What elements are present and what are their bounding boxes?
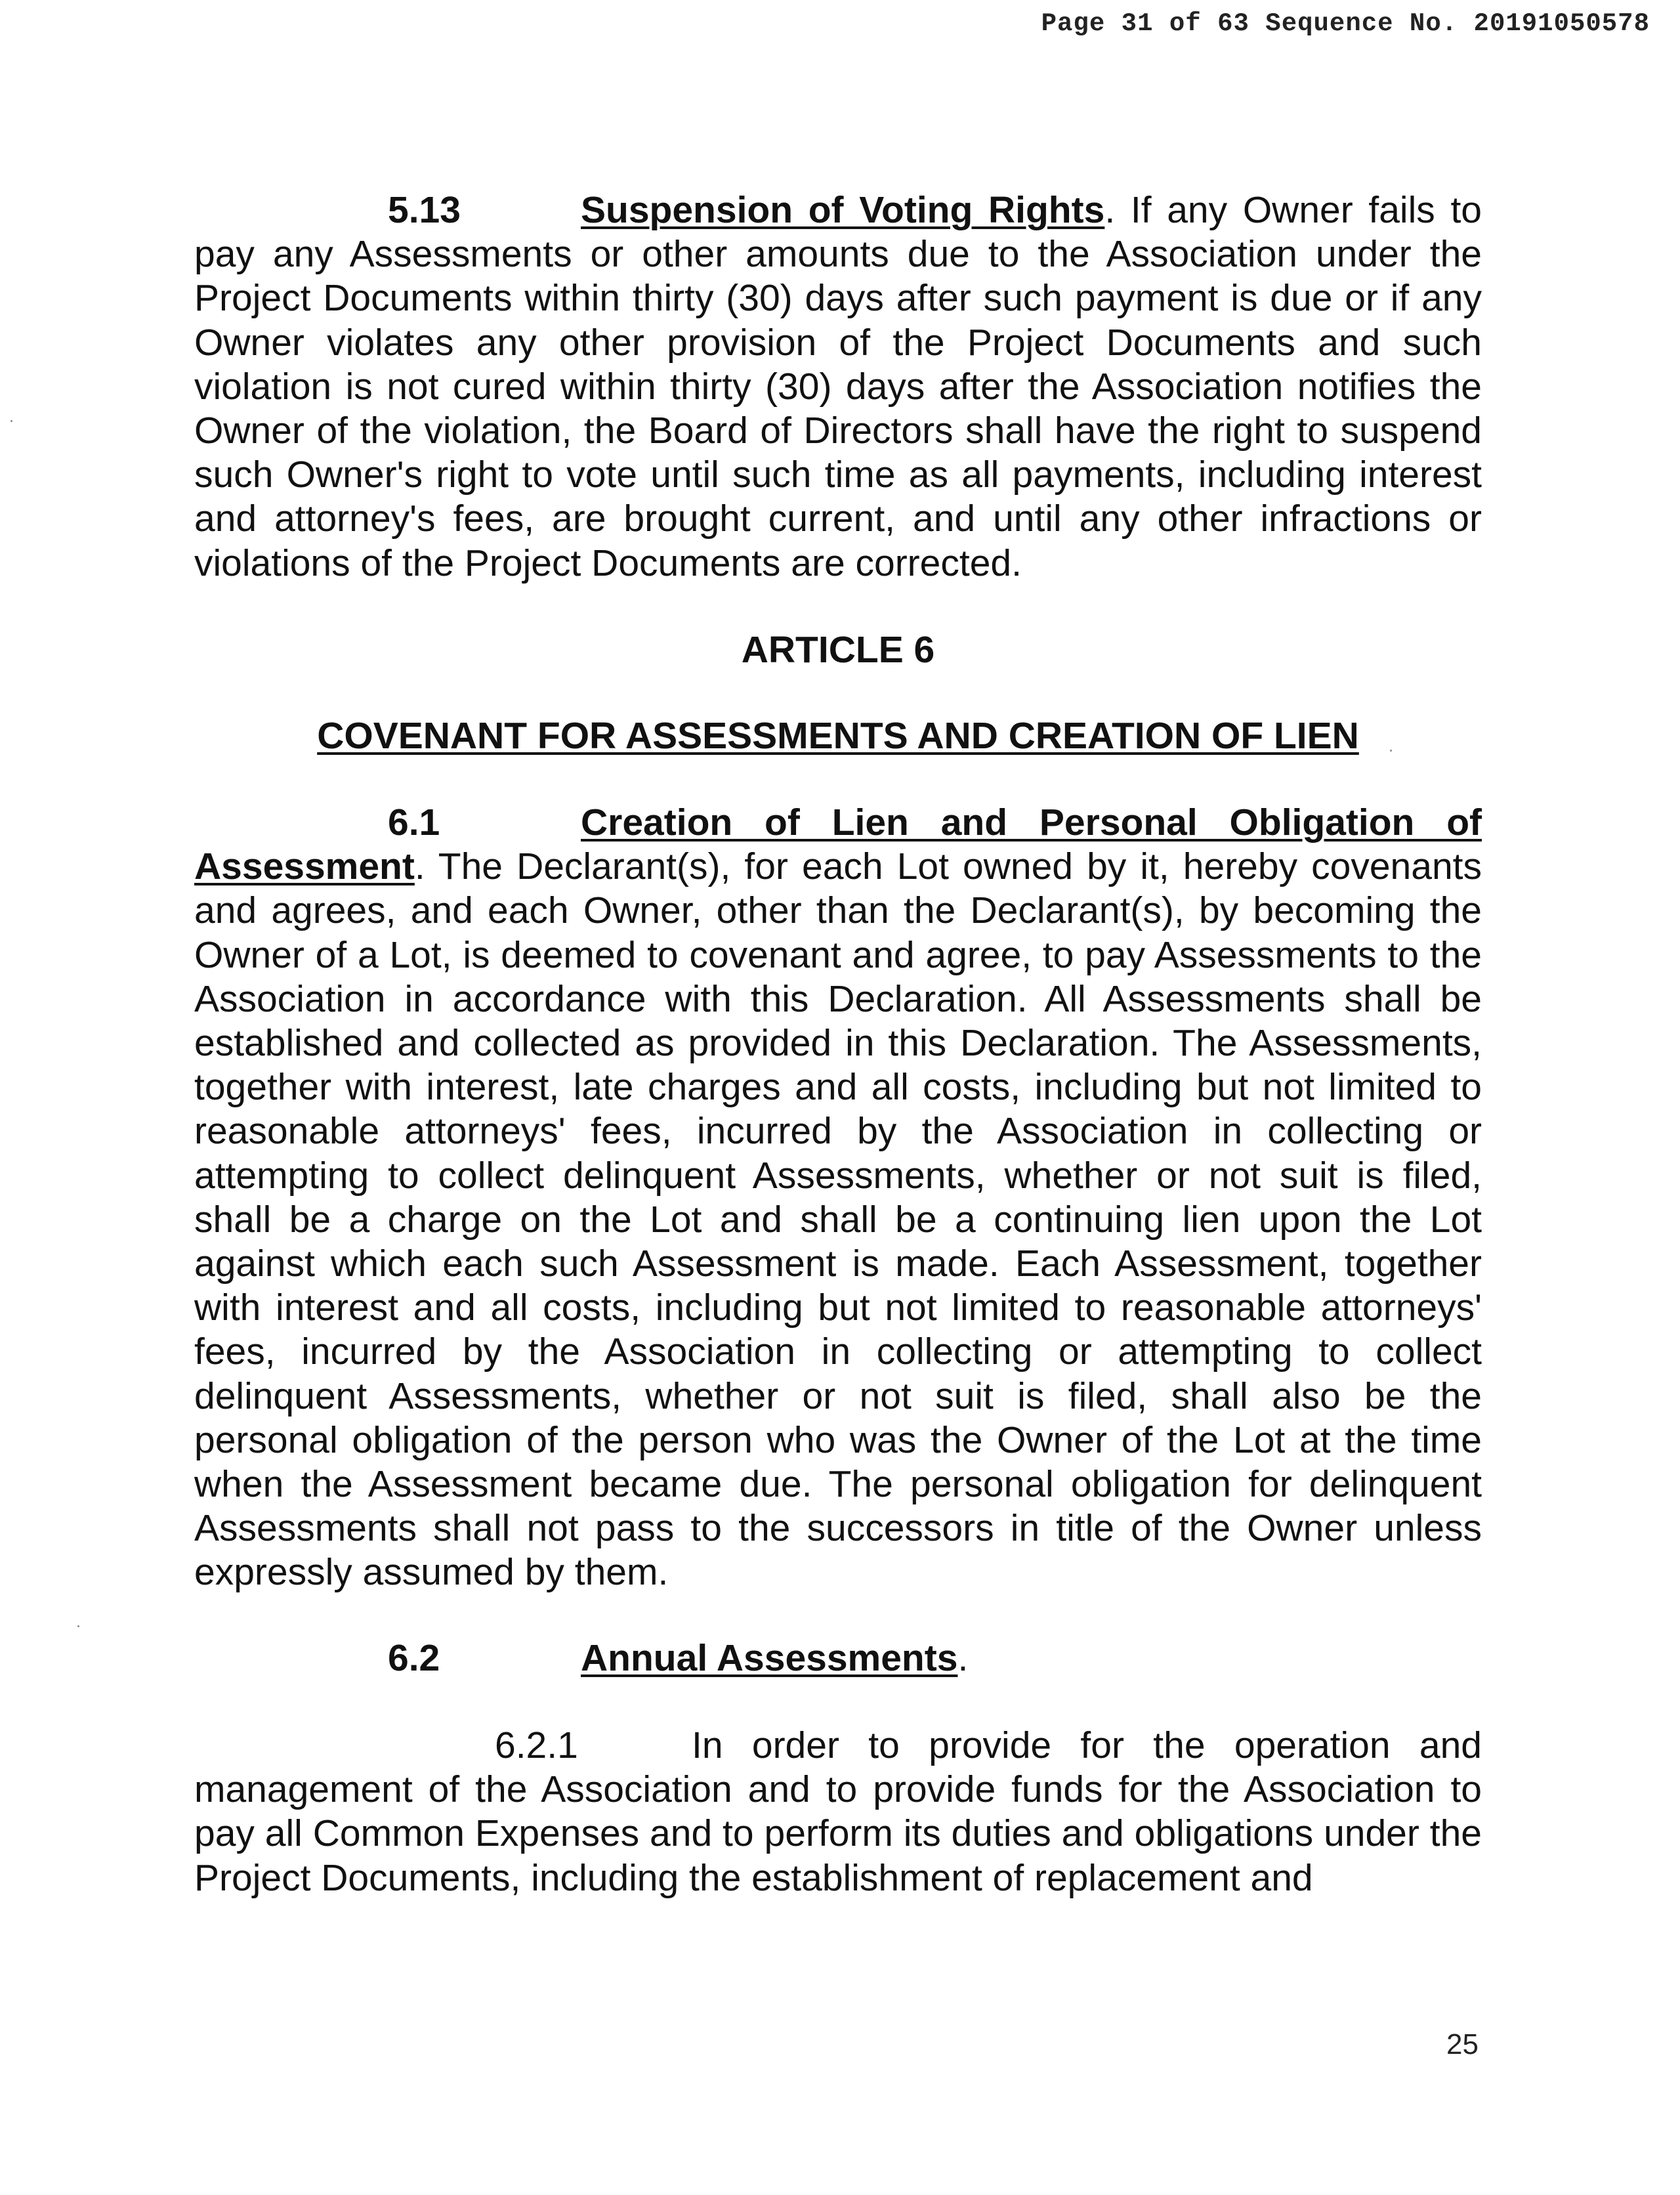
section-title-punct: . xyxy=(414,845,425,888)
article-heading xyxy=(194,628,1482,672)
page-number: 25 xyxy=(1446,2028,1479,2060)
section-5-13 xyxy=(194,188,1482,586)
page-sequence-stamp: Page 31 of 63 Sequence No. 20191050578 xyxy=(1041,9,1650,38)
section-number: 6.1 xyxy=(388,801,440,843)
section-6-2 xyxy=(194,1636,1482,1680)
section-title: Suspension of Voting Rights xyxy=(581,189,1105,231)
section-6-1 xyxy=(194,801,1482,1595)
article-number: ARTICLE 6 xyxy=(741,629,935,671)
section-body: If any Owner fails to pay any Assessments or other amounts due to the Association under the Project Documents within thirty (30) days after such payment is due or if any Owner violates any other provision of the Project Documents and such violation is not cured within thirty (30) days after the Association notifies the Owner of the violation, the Board of Directors shall have the right to suspend such Owner's right to vote until such time as all payments, including interest and attorney's fees, are brought current, and until any other infractions or violations of the Project Documents are corrected. xyxy=(194,189,1482,584)
section-6-2-1 xyxy=(194,1724,1482,1900)
scan-speck xyxy=(10,420,12,422)
section-title: Annual Assessments xyxy=(581,1637,958,1679)
section-title-punct: . xyxy=(957,1637,969,1679)
article-title: COVENANT FOR ASSESSMENTS AND CREATION OF LIEN xyxy=(317,715,1359,757)
subsection-number: 6.2.1 xyxy=(495,1724,578,1766)
section-number: 6.2 xyxy=(388,1637,440,1679)
section-title-punct: . xyxy=(1104,189,1116,231)
section-number: 5.13 xyxy=(388,189,461,231)
section-body: The Declarant(s), for each Lot owned by it, hereby covenants and agrees, and each Owner, other than the Declarant(s), by becoming the Owner of a Lot, is deemed to covenant and agree, to pay Assessments to the Association in accordance with this Declaration. All Assessments shall be established and collected as provided in this Declaration. The Assessments, together with interest, late charges and all costs, including but not limited to reasonable attorneys' fees, incurred by the Association in collecting or attempting to collect delinquent Assessments, whether or not suit is filed, shall be a charge on the Lot and shall be a continuing lien upon the Lot against which each such Assessment is made. Each Assessment, together with interest and all costs, including but not limited to reasonable attorneys' fees, incurred by the Association in collecting or attempting to collect delinquent Assessments, whether or not suit is filed, shall also be the personal obligation of the person who was the Owner of the Lot at the time when the Assessment became due. The personal obligation for delinquent Assessments shall not pass to the successors in title of the Owner unless expressly assumed by them. xyxy=(194,845,1482,1594)
section-title: Creation of Lien and Personal Obligation of Assessment xyxy=(194,801,1482,888)
scan-speck xyxy=(77,1625,79,1627)
article-title-block xyxy=(194,714,1482,758)
scan-speck xyxy=(1390,750,1392,752)
subsection-body: In order to provide for the operation and management of the Association and to provide funds for the Association to pay all Common Expenses and to perform its duties and obligations under the Project Documents, including the establishment of replacement and xyxy=(194,1724,1482,1899)
